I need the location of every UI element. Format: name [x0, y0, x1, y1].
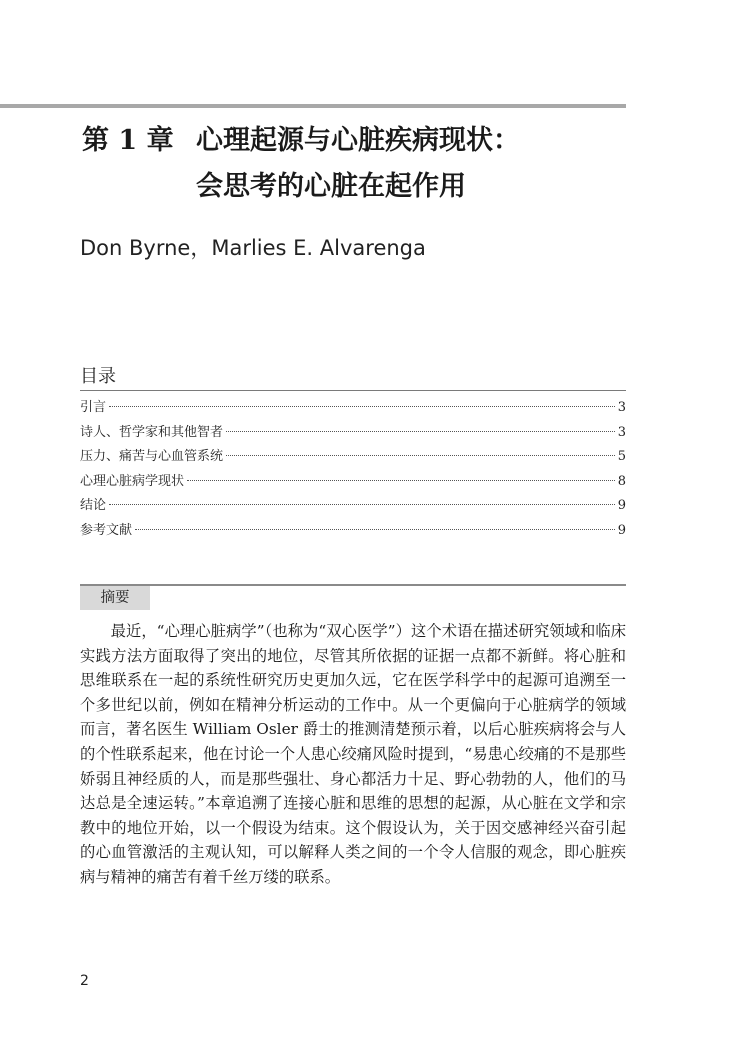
table-of-contents — [80, 396, 626, 544]
toc-entry-label: 诗人、哲学家和其他智者 — [80, 424, 224, 440]
toc-entry[interactable] — [80, 445, 626, 470]
toc-leader-dots — [135, 529, 615, 530]
toc-divider — [80, 390, 626, 391]
toc-leader-dots — [109, 504, 615, 505]
top-rule — [0, 104, 626, 108]
toc-entry-label: 压力、痛苦与心血管系统 — [80, 449, 224, 465]
abstract-divider — [80, 584, 626, 586]
toc-leader-dots — [109, 406, 615, 407]
toc-leader-dots — [226, 455, 615, 456]
toc-entry-label: 引言 — [80, 400, 107, 415]
toc-entry-label: 结论 — [80, 498, 107, 514]
toc-entry-label: 心理心脏病学现状 — [80, 473, 185, 489]
toc-leader-dots — [187, 480, 615, 481]
toc-entry[interactable] — [80, 519, 626, 544]
toc-entry-page: 9 — [617, 498, 626, 514]
toc-entry-page: 8 — [617, 473, 626, 489]
toc-entry-label: 参考文献 — [80, 522, 133, 538]
toc-entry[interactable] — [80, 494, 626, 519]
toc-entry-page: 3 — [617, 400, 626, 415]
toc-entry-page: 5 — [617, 449, 626, 465]
toc-leader-dots — [226, 431, 615, 432]
abstract-label: 摘要 — [80, 586, 150, 610]
chapter-title-line2: 会思考的心脏在起作用 — [196, 171, 466, 202]
toc-entry[interactable] — [80, 421, 626, 446]
toc-heading: 目录 — [80, 366, 116, 387]
toc-entry-page: 3 — [617, 424, 626, 440]
chapter-title-line1: 心理起源与心脏疾病现状： — [196, 125, 520, 156]
toc-entry[interactable] — [80, 396, 626, 421]
page-number: 2 — [80, 973, 89, 989]
chapter-number: 第 1 章 — [82, 125, 174, 156]
chapter-title — [82, 118, 642, 210]
toc-entry-page: 9 — [617, 522, 626, 538]
authors: Don Byrne，Marlies E. Alvarenga — [80, 236, 426, 260]
toc-entry[interactable] — [80, 470, 626, 495]
abstract-text: 最近，“心理心脏病学”（也称为“双心医学”）这个术语在描述研究领域和临床实践方法方面取得了突出的地位，尽管其所依据的证据一点都不新鲜。将心脏和思维联系在一起的系统性研究历史更加久远，它在医学科学中的起源可追溯至一个多世纪以前，例如在精神分析运动的工作中。从一个更偏向于心脏病学的领域而言，著名医生 William Osler 爵士的推测清楚预示着，以后心脏疾病将会与人的个性联系起来，他在讨论一个人患心绞痛风险时提到，“易患心绞痛的不是那些娇弱且神经质的人，而是那些强壮、身心都活力十足、野心勃勃的人，他们的马达总是全速运转。”本章追溯了连接心脏和思维的思想的起源，从心脏在文学和宗教中的地位开始，以一个假设为结束。这个假设认为，关于因交感神经兴奋引起的心血管激活的主观认知，可以解释人类之间的一个令人信服的观念，即心脏疾病与精神的痛苦有着千丝万缕的联系。 — [80, 622, 626, 886]
